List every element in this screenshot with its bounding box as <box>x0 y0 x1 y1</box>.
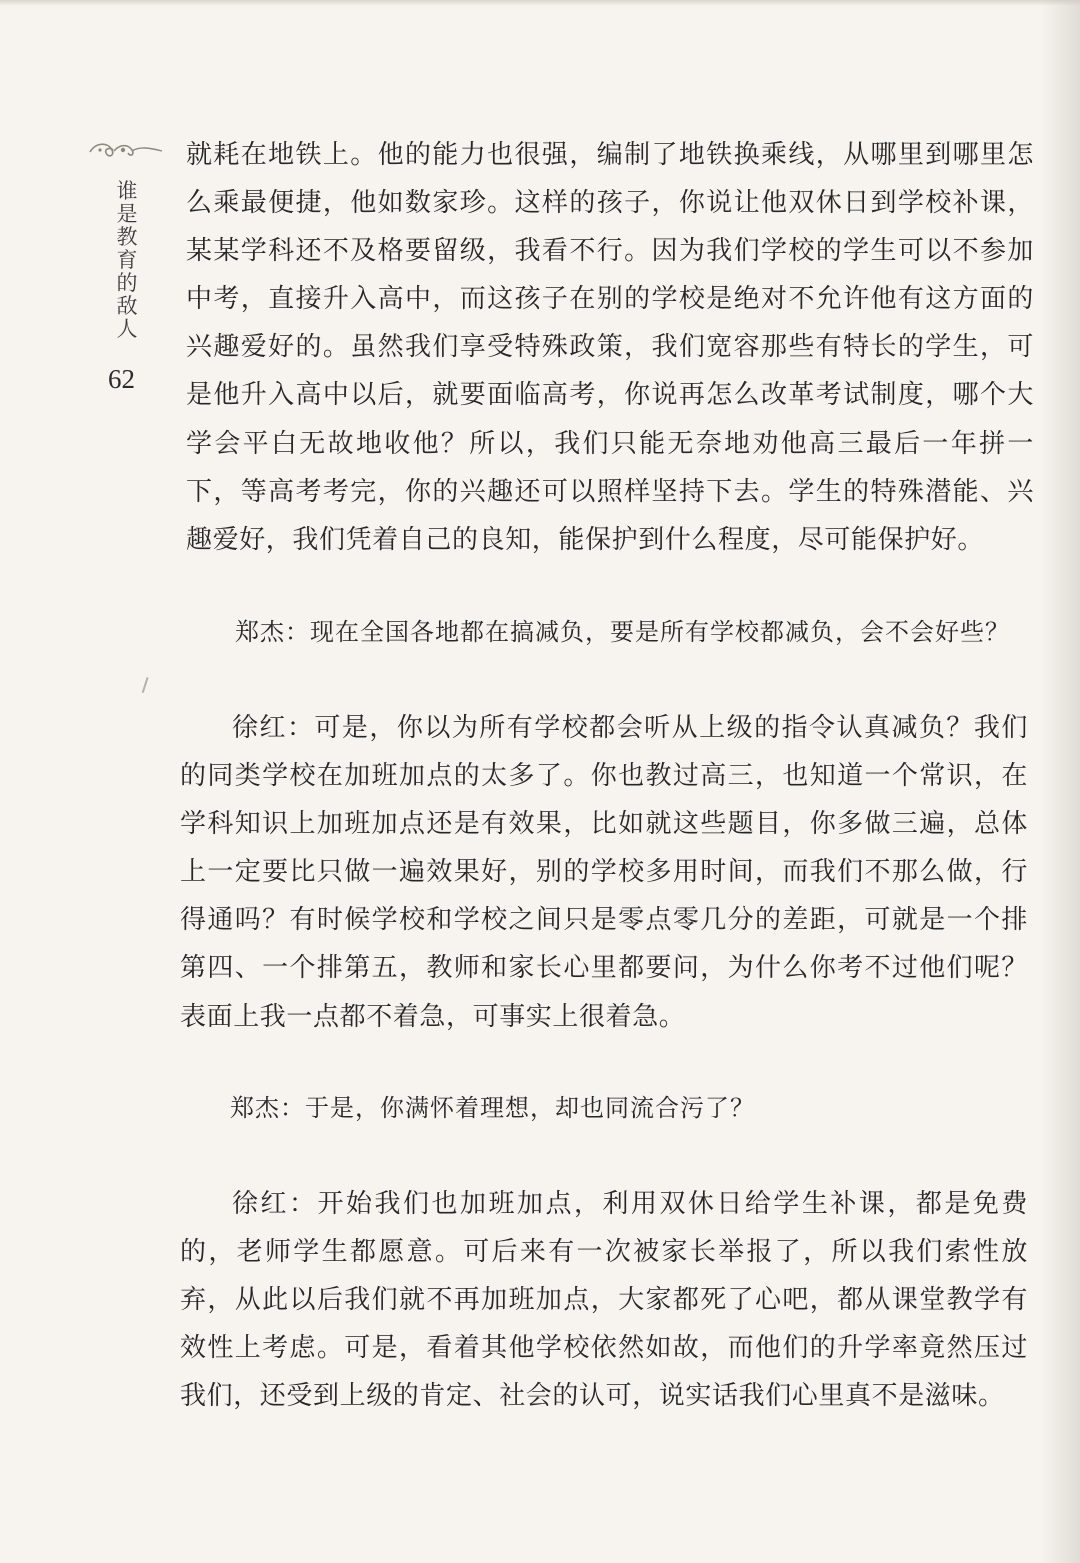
answer-paragraph: 徐红：可是，你以为所有学校都会听从上级的指令认真减负？我们的同类学校在加班加点的太多了。你也教过高三，也知道一个常识，在学科知识上加班加点还是有效果，比如就这些题目，你多做三遍，总体上一定要比只做一遍效果好，别的学校多用时间，而我们不那么做，行得通吗？有时候学校和学校之间只是零点零几分的差距，可就是一个排第四、一个排第五，教师和家长心里都要问，为什么你考不过他们呢？表面上我一点都不着急，可事实上很着急。 <box>180 713 1028 1032</box>
pencil-mark <box>142 677 155 695</box>
running-title-char: 敌 <box>116 294 138 318</box>
running-title-char: 的 <box>116 271 138 295</box>
running-title-char: 育 <box>116 248 138 272</box>
page-gutter-shadow <box>1040 0 1080 1563</box>
paragraph-continuation: 就耗在地铁上。他的能力也很强，编制了地铁换乘线，从哪里到哪里怎么乘最便捷，他如数家珍。这样的孩子，你说让他双休日到学校补课，某某学科还不及格要留级，我看不行。因为我们学校的学生可以不参加中考，直接升入高中，而这孩子在别的学校是绝对不允许他有这方面的兴趣爱好的。虽然我们享受特殊政策，我们宽容那些有特长的学生，可是他升入高中以后，就要面临高考，你说再怎么改革考试制度，哪个大学会平白无故地收他？所以，我们只能无奈地劝他高三最后一年拼一下，等高考考完，你的兴趣还可以照样坚持下去。学生的特殊潜能、兴趣爱好，我们凭着自己的良知，能保护到什么程度，尽可能保护好。 <box>186 140 1034 555</box>
answer-paragraph: 徐红：开始我们也加班加点，利用双休日给学生补课，都是免费的，老师学生都愿意。可后来有一次被家长举报了，所以我们索性放弃，从此以后我们就不再加班加点，大家都死了心吧，都从课堂教学有效性上考虑。可是，看着其他学校依然如故，而他们的升学率竟然压过我们，还受到上级的肯定、社会的认可，说实话我们心里真不是滋味。 <box>180 1189 1028 1412</box>
question-paragraph: 郑杰：现在全国各地都在搞减负，要是所有学校都减负，会不会好些？ <box>235 618 1010 646</box>
running-title-char: 谁 <box>116 179 138 203</box>
page-top-edge <box>0 0 1080 6</box>
page-number: 62 <box>108 364 135 394</box>
question-paragraph: 郑杰：于是，你满怀着理想，却也同流合污了？ <box>230 1094 755 1122</box>
running-title-char: 教 <box>116 225 138 249</box>
running-title-char: 人 <box>116 317 138 341</box>
running-title-char: 是 <box>116 202 138 226</box>
scroll-ornament-icon <box>86 138 166 162</box>
running-title <box>112 180 142 341</box>
